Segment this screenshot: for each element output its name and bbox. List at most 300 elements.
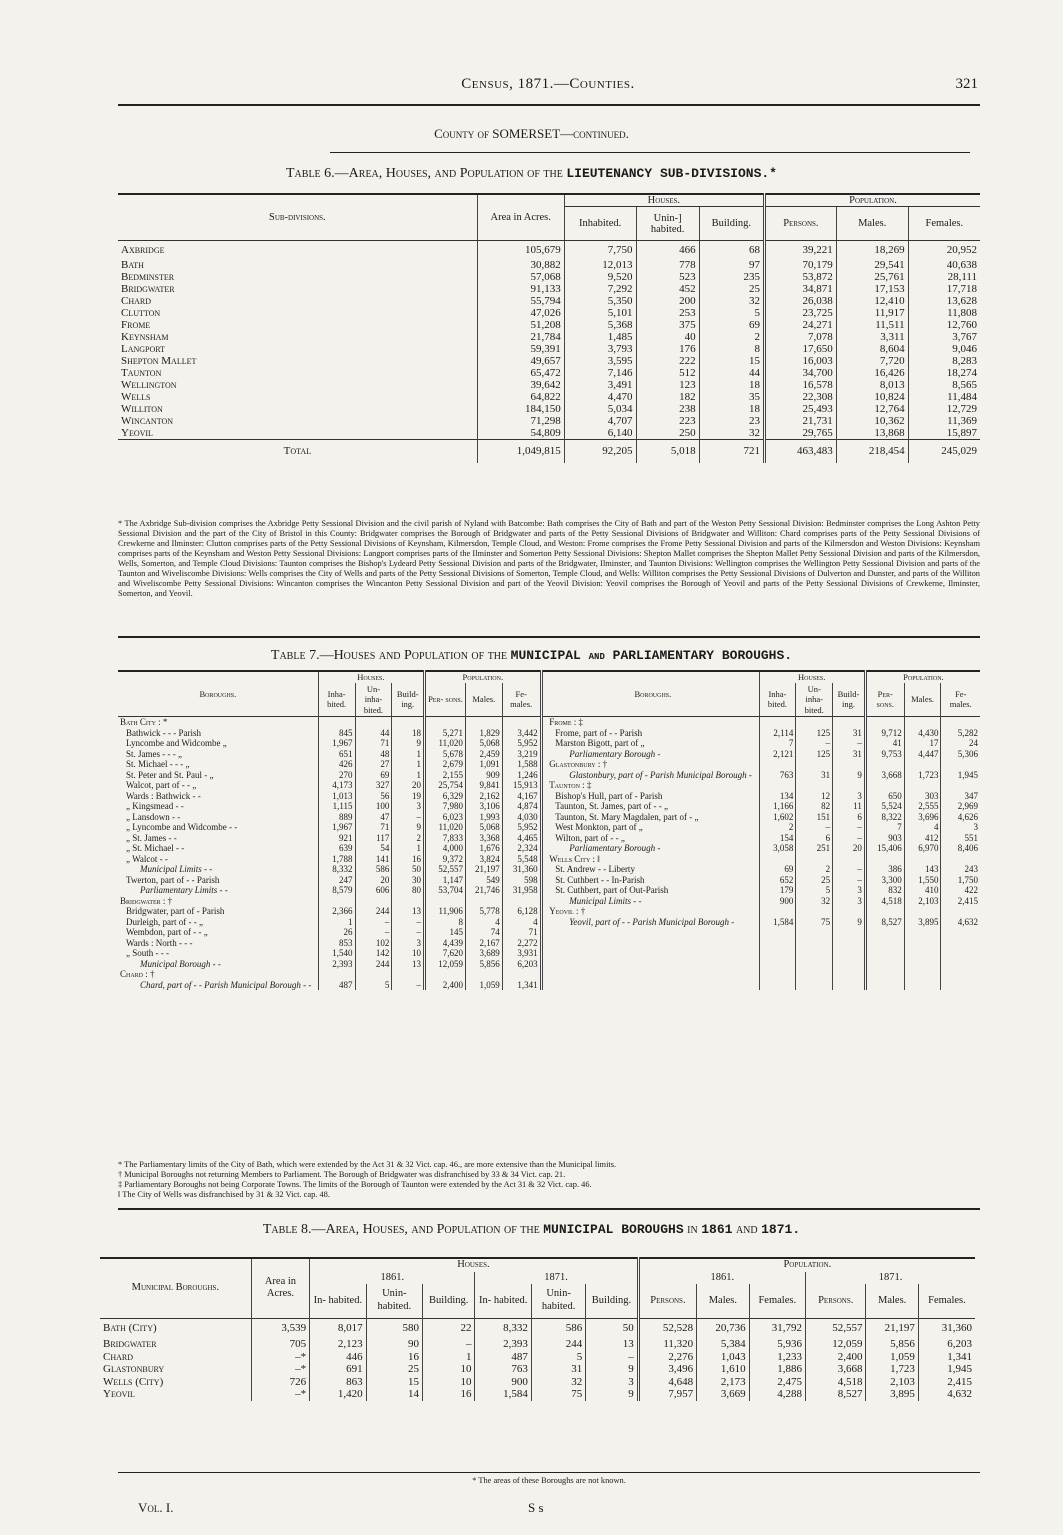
t6-cell: 466 xyxy=(636,241,699,259)
t7-cell: 9 xyxy=(833,917,866,928)
t7-cell xyxy=(759,854,796,865)
t7-borough-label: St. Peter and St. Paul - „ xyxy=(126,769,214,780)
t6-cell: 53,872 xyxy=(764,271,836,283)
t6-cell: 8,604 xyxy=(836,343,908,355)
t6-cell: 18 xyxy=(699,379,764,391)
table7 xyxy=(118,670,980,990)
t7-cell: 50 xyxy=(392,864,425,875)
t8-cell: 726 xyxy=(251,1376,309,1389)
t7-cell: 347 xyxy=(941,791,980,802)
t8-pop-1871: 1871. xyxy=(806,1272,976,1285)
t6-cell: 15 xyxy=(699,355,764,367)
t8-row xyxy=(100,1318,975,1338)
t7-cell: 4,173 xyxy=(318,780,355,791)
t7-cell: 21,746 xyxy=(465,885,502,896)
t7-cell xyxy=(425,969,466,980)
t7-cell: 6 xyxy=(833,812,866,823)
t7-cell xyxy=(904,780,941,791)
signature-mark: S s xyxy=(528,1500,544,1515)
county-heading: County of SOMERSET—continued. xyxy=(434,126,629,141)
t7-cell: 2,969 xyxy=(941,801,980,812)
t8-row xyxy=(100,1351,975,1364)
t8-cell: 9 xyxy=(586,1363,638,1376)
t7-empty xyxy=(547,959,759,970)
t6-total-cell: 721 xyxy=(699,439,764,463)
t7-cell xyxy=(392,969,425,980)
t7-cell: 1 xyxy=(392,759,425,770)
t7-row xyxy=(118,812,980,823)
t7-cell: 243 xyxy=(941,864,980,875)
t7-borough-label: „ St. Michael - - xyxy=(126,843,185,853)
t8-col-building: Building. xyxy=(423,1284,475,1318)
t6-cell: 28,111 xyxy=(908,271,980,283)
t7-cell: 4,439 xyxy=(425,938,466,949)
t8-cell: 586 xyxy=(531,1318,585,1338)
t7-row xyxy=(118,896,980,907)
t7-row xyxy=(118,948,980,959)
t7-cell xyxy=(502,717,541,728)
t7-cell: 1,945 xyxy=(941,770,980,781)
t7-cell: 145 xyxy=(425,927,466,938)
t6-total-cell: 5,018 xyxy=(636,439,699,463)
t8-cell: 2,415 xyxy=(918,1376,975,1389)
t7-borough-label: St. Andrew - - Liberty xyxy=(555,864,635,874)
t6-row xyxy=(118,415,980,427)
t7-cell: 1,676 xyxy=(465,843,502,854)
t7-cell: 2,679 xyxy=(425,759,466,770)
t7-col-boroughs-left: Boroughs. xyxy=(199,688,237,699)
t7-cell: 889 xyxy=(318,812,355,823)
t7-cell: 20 xyxy=(392,780,425,791)
t6-cell: 25 xyxy=(699,283,764,295)
t7-cell xyxy=(796,780,833,791)
t7-cell: 11,906 xyxy=(425,906,466,917)
t7-cell xyxy=(796,854,833,865)
t7-cell: 102 xyxy=(355,938,392,949)
t7-empty xyxy=(796,927,833,938)
t7-row xyxy=(118,738,980,749)
t7-cell: 832 xyxy=(865,885,904,896)
t7-empty xyxy=(759,948,796,959)
t7-borough-label: Glastonbury, part of - Parish Municipal Borough - xyxy=(569,769,752,780)
t6-cell: 39,221 xyxy=(764,241,836,259)
t6-subdiv-name: Taunton xyxy=(121,366,162,379)
t7-cell: 4,167 xyxy=(502,791,541,802)
t7-col-persons-left: Per- sons. xyxy=(425,683,466,717)
t6-cell: 253 xyxy=(636,307,699,319)
t7-cell xyxy=(865,717,904,728)
t7-cell: 41 xyxy=(865,738,904,749)
t6-cell: 22,308 xyxy=(764,391,836,403)
t7-empty xyxy=(547,980,759,991)
t8-cell: 16 xyxy=(366,1351,422,1364)
t8-col-males: Males. xyxy=(697,1284,749,1318)
t7-row xyxy=(118,728,980,739)
t7-row xyxy=(118,749,980,760)
t7-cell: 15,913 xyxy=(502,780,541,791)
t6-cell: 238 xyxy=(636,403,699,415)
t7-cell xyxy=(318,969,355,980)
t7-borough-label: West Monkton, part of „ xyxy=(555,822,643,832)
t7-cell: 100 xyxy=(355,801,392,812)
t7-cell xyxy=(355,717,392,728)
t8-cell: 487 xyxy=(475,1351,531,1364)
t7-cell: 9,712 xyxy=(865,728,904,739)
t7-cell: 5,678 xyxy=(425,749,466,760)
t7-cell: 3,931 xyxy=(502,948,541,959)
t7-cell xyxy=(904,854,941,865)
table8-caption xyxy=(0,1222,1063,1238)
t8-col-persons: Persons. xyxy=(806,1284,866,1318)
t7-col-building-right: Build- ing. xyxy=(833,683,866,717)
t7-cell xyxy=(465,717,502,728)
t7-cell: 3,300 xyxy=(865,875,904,886)
t6-cell: 97 xyxy=(699,259,764,271)
t7-cell xyxy=(355,969,392,980)
t7-empty xyxy=(547,948,759,959)
t7-cell: 117 xyxy=(355,833,392,844)
t7-cell: 44 xyxy=(355,728,392,739)
running-title: Census, 1871.—Counties. xyxy=(461,76,635,92)
t7-cell xyxy=(465,896,502,907)
t6-cell: 5,350 xyxy=(564,295,636,307)
t7-borough-label: Municipal Borough - - xyxy=(140,958,221,969)
t8-cell: 446 xyxy=(310,1351,366,1364)
t7-cell: 4,874 xyxy=(502,801,541,812)
t7-empty xyxy=(759,959,796,970)
t6-cell: 223 xyxy=(636,415,699,427)
t8-cell: 8,332 xyxy=(475,1318,531,1338)
t7-cell: – xyxy=(392,812,425,823)
t7-cell: 2,114 xyxy=(759,728,796,739)
t8-cell: 10 xyxy=(423,1376,475,1389)
t7-col-uninhabited-left: Un- inha- bited. xyxy=(355,683,392,717)
table8 xyxy=(100,1257,975,1401)
t7-cell: 251 xyxy=(796,843,833,854)
t6-cell: 184,150 xyxy=(477,403,564,415)
t7-cell: 11,020 xyxy=(425,738,466,749)
t7-row xyxy=(118,843,980,854)
t7-cell xyxy=(318,896,355,907)
t7-borough-label: St. Cuthbert - - In-Parish xyxy=(555,874,645,885)
t6-col-building: Building. xyxy=(699,207,764,241)
t8-cell: 3,895 xyxy=(866,1388,918,1401)
t7-cell: 151 xyxy=(796,812,833,823)
t7-empty xyxy=(833,959,866,970)
t7-cell: 13 xyxy=(392,906,425,917)
t8-cell: 1,043 xyxy=(697,1351,749,1364)
t6-cell: 49,657 xyxy=(477,355,564,367)
t8-cell: 2,393 xyxy=(475,1338,531,1351)
t6-cell: 29,765 xyxy=(764,427,836,440)
t7-row xyxy=(118,885,980,896)
t7-cell: 69 xyxy=(759,864,796,875)
t7-cell: 20 xyxy=(355,875,392,886)
t7-empty xyxy=(796,980,833,991)
t6-subdiv-name: Axbridge xyxy=(121,243,165,256)
t7-borough-label: Glastonbury : † xyxy=(549,759,608,769)
t8-cell: 1,945 xyxy=(918,1363,975,1376)
table7-footnotes xyxy=(118,1160,980,1200)
t7-cell: 15,406 xyxy=(865,843,904,854)
t6-cell: 11,369 xyxy=(908,415,980,427)
t7-borough-label: Wilton, part of - - „ xyxy=(555,832,625,843)
t8-cell: 16 xyxy=(423,1388,475,1401)
t7-cell: 1,602 xyxy=(759,812,796,823)
t7-cell: 606 xyxy=(355,885,392,896)
t7-empty xyxy=(547,938,759,949)
t7-col-females-left: Fe- males. xyxy=(502,683,541,717)
t7-cell: 143 xyxy=(904,864,941,875)
t7-borough-label: Yeovil, part of - - Parish Municipal Borough - xyxy=(569,916,735,927)
t7-cell: 53,704 xyxy=(425,885,466,896)
t8-cell: – xyxy=(423,1338,475,1351)
t7-cell xyxy=(941,906,980,917)
t6-col-population: Population. xyxy=(764,194,980,207)
table8-title-year2: 1871. xyxy=(761,1222,801,1237)
t7-cell: 551 xyxy=(941,833,980,844)
t7-cell: 31,958 xyxy=(502,885,541,896)
t7-cell: 20 xyxy=(833,843,866,854)
t6-cell: 3,767 xyxy=(908,331,980,343)
t7-cell: 586 xyxy=(355,864,392,875)
t6-cell: 3,595 xyxy=(564,355,636,367)
t6-cell: 3,491 xyxy=(564,379,636,391)
t7-borough-label: Wards : North - - - xyxy=(126,937,193,948)
t7-cell: 386 xyxy=(865,864,904,875)
table8-title-and: and xyxy=(732,1222,762,1237)
t7-cell: 8,332 xyxy=(318,864,355,875)
t6-col-inhabited: Inhabited. xyxy=(564,207,636,241)
t8-cell: 1 xyxy=(423,1351,475,1364)
t7-cell: 6,128 xyxy=(502,906,541,917)
t7-cell: – xyxy=(355,917,392,928)
t8-cell: 1,233 xyxy=(749,1351,805,1364)
t8-cell: 75 xyxy=(531,1388,585,1401)
t8-col-inhabited: In- habited. xyxy=(310,1284,366,1318)
t7-cell: 5,271 xyxy=(425,728,466,739)
t8-col-females: Females. xyxy=(918,1284,975,1318)
t7-cell: – xyxy=(833,875,866,886)
t6-cell: 12,013 xyxy=(564,259,636,271)
t6-cell: 34,700 xyxy=(764,367,836,379)
t6-cell: 44 xyxy=(699,367,764,379)
t7-cell xyxy=(392,896,425,907)
t7-cell xyxy=(425,896,466,907)
t7-cell: 3,368 xyxy=(465,833,502,844)
t6-cell: 17,718 xyxy=(908,283,980,295)
t8-col-females: Females. xyxy=(749,1284,805,1318)
t7-cell xyxy=(759,759,796,770)
t6-cell: 23 xyxy=(699,415,764,427)
t7-cell: 6 xyxy=(796,833,833,844)
t6-cell: 12,764 xyxy=(836,403,908,415)
t7-cell: 422 xyxy=(941,885,980,896)
t6-cell: 40 xyxy=(636,331,699,343)
t7-cell: 154 xyxy=(759,833,796,844)
t8-cell: 5,384 xyxy=(697,1338,749,1351)
t6-row xyxy=(118,241,980,259)
t7-borough-label: Twerton, part of - - Parish xyxy=(126,874,220,885)
t7-cell: 26 xyxy=(318,927,355,938)
t6-subdiv-name: Shepton Mallet xyxy=(121,354,197,367)
t6-subdiv-name: Frome xyxy=(121,318,151,331)
t7-body xyxy=(118,717,980,991)
t6-cell: 21,784 xyxy=(477,331,564,343)
t6-cell: 8 xyxy=(699,343,764,355)
t7-cell: 3,219 xyxy=(502,749,541,760)
t6-row xyxy=(118,295,980,307)
t7-row xyxy=(118,864,980,875)
t8-borough-name: Wells (City) xyxy=(103,1375,164,1388)
t8-cell: 31,792 xyxy=(749,1318,805,1338)
t7-cell: 900 xyxy=(759,896,796,907)
t8-cell: 900 xyxy=(475,1376,531,1389)
t8-cell: 52,557 xyxy=(806,1318,866,1338)
t7-cell: 853 xyxy=(318,938,355,949)
t7-cell: 48 xyxy=(355,749,392,760)
t7-cell: 6,970 xyxy=(904,843,941,854)
t8-cell: 580 xyxy=(366,1318,422,1338)
t7-cell: 327 xyxy=(355,780,392,791)
t7-footnote: ‡ Parliamentary Boroughs not being Corporate Towns. The limits of the Borough of Taunton were extended by the Act 31 & 32 Vict. cap. 46. xyxy=(118,1180,592,1189)
t7-cell: 11,020 xyxy=(425,822,466,833)
t7-col-boroughs-right: Boroughs. xyxy=(634,688,672,699)
t7-cell: 8 xyxy=(425,917,466,928)
t6-total-cell: 92,205 xyxy=(564,439,636,463)
t8-row xyxy=(100,1363,975,1376)
t7-borough-label: Walcot, part of - - „ xyxy=(126,780,197,790)
t7-empty xyxy=(865,927,904,938)
t7-cell: 3,696 xyxy=(904,812,941,823)
t6-total-cell: 218,454 xyxy=(836,439,908,463)
t7-cell: 54 xyxy=(355,843,392,854)
t6-cell: 16,426 xyxy=(836,367,908,379)
t7-cell: 74 xyxy=(465,927,502,938)
t6-cell: 1,485 xyxy=(564,331,636,343)
t6-subdiv-name: Yeovil xyxy=(121,426,153,439)
t6-cell: 17,153 xyxy=(836,283,908,295)
t7-cell: 3 xyxy=(833,885,866,896)
t8-cell: 2,103 xyxy=(866,1376,918,1389)
t8-cell: 20,736 xyxy=(697,1318,749,1338)
t6-row xyxy=(118,259,980,271)
t6-cell: 11,917 xyxy=(836,307,908,319)
t8-cell: 1,723 xyxy=(866,1363,918,1376)
t6-cell: 40,638 xyxy=(908,259,980,271)
t6-cell: 235 xyxy=(699,271,764,283)
t7-col-population-right: Population. xyxy=(865,671,980,683)
t7-cell: 21,197 xyxy=(465,864,502,875)
t7-cell: 7,620 xyxy=(425,948,466,959)
t6-cell: 8,565 xyxy=(908,379,980,391)
t8-cell: –* xyxy=(251,1351,309,1364)
t7-cell: 142 xyxy=(355,948,392,959)
t8-col-population: Population. xyxy=(638,1258,975,1272)
t6-row xyxy=(118,319,980,331)
t7-cell xyxy=(796,759,833,770)
t7-empty xyxy=(865,980,904,991)
t7-cell: 2,366 xyxy=(318,906,355,917)
t7-borough-label: Parliamentary Borough - xyxy=(569,843,661,853)
t7-cell: 3 xyxy=(833,896,866,907)
t7-borough-label: Lyncombe and Widcombe „ xyxy=(126,738,227,748)
t7-row xyxy=(118,717,980,728)
t7-row xyxy=(118,875,980,886)
t6-cell: 51,208 xyxy=(477,319,564,331)
t7-cell xyxy=(865,854,904,865)
t6-row xyxy=(118,355,980,367)
t7-cell: 1,584 xyxy=(759,917,796,928)
t6-row xyxy=(118,331,980,343)
t7-cell: 3,442 xyxy=(502,728,541,739)
t8-cell: 1,059 xyxy=(866,1351,918,1364)
t8-cell: –* xyxy=(251,1363,309,1376)
t6-cell: 7,292 xyxy=(564,283,636,295)
t6-cell: 7,750 xyxy=(564,241,636,259)
t8-col-uninhabited: Unin- habited. xyxy=(531,1284,585,1318)
t6-row xyxy=(118,427,980,440)
t7-cell: 270 xyxy=(318,770,355,781)
t7-cell: 4,000 xyxy=(425,843,466,854)
t7-cell: 244 xyxy=(355,906,392,917)
t6-subdiv-name: Clutton xyxy=(121,306,161,319)
t8-cell: 14 xyxy=(366,1388,422,1401)
t7-cell xyxy=(759,780,796,791)
t7-cell: 1,147 xyxy=(425,875,466,886)
page-footer xyxy=(118,1500,980,1520)
t7-cell: 24 xyxy=(941,738,980,749)
t6-cell: 29,541 xyxy=(836,259,908,271)
t7-cell: 25 xyxy=(796,875,833,886)
t6-cell: 11,511 xyxy=(836,319,908,331)
t7-cell: 71 xyxy=(355,738,392,749)
t8-cell: 22 xyxy=(423,1318,475,1338)
t7-cell: 909 xyxy=(465,770,502,781)
t7-cell: 4,447 xyxy=(904,749,941,760)
t7-cell xyxy=(465,969,502,980)
t6-cell: 91,133 xyxy=(477,283,564,295)
t7-cell xyxy=(941,854,980,865)
t7-col-building-left: Build- ing. xyxy=(392,683,425,717)
t7-cell: 9 xyxy=(833,770,866,781)
t6-cell: 3,793 xyxy=(564,343,636,355)
t6-cell: 7,720 xyxy=(836,355,908,367)
t7-borough-label: „ South - - - xyxy=(126,948,169,958)
t6-col-persons: Persons. xyxy=(764,207,836,241)
t8-cell: 1,886 xyxy=(749,1363,805,1376)
t8-cell: 4,288 xyxy=(749,1388,805,1401)
t6-row xyxy=(118,403,980,415)
t7-cell: 71 xyxy=(502,927,541,938)
t7-borough-label: Municipal Limits - - xyxy=(140,864,213,874)
t7-cell: 3 xyxy=(392,801,425,812)
t6-subdiv-name: Bridgwater xyxy=(121,282,175,295)
t6-cell: 25,493 xyxy=(764,403,836,415)
t7-cell: 921 xyxy=(318,833,355,844)
t7-cell: 7 xyxy=(759,738,796,749)
t6-subdiv-name: Bedminster xyxy=(121,270,175,283)
t7-cell: 11 xyxy=(833,801,866,812)
t7-row xyxy=(118,759,980,770)
t6-col-males: Males. xyxy=(836,207,908,241)
t7-borough-label: Municipal Limits - - xyxy=(569,895,642,906)
t8-borough-name: Glastonbury xyxy=(103,1363,165,1375)
t7-cell: 6,203 xyxy=(502,959,541,970)
t7-borough-label: „ St. James - - xyxy=(126,832,177,843)
t6-cell: 6,140 xyxy=(564,427,636,440)
t6-cell: 12,760 xyxy=(908,319,980,331)
